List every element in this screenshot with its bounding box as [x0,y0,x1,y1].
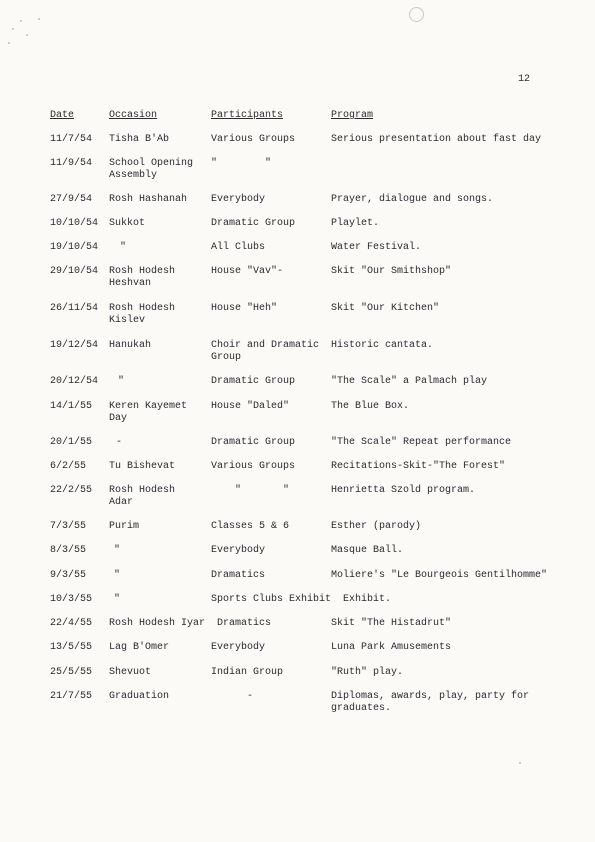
cell-program: Skit "Our Smithshop" [331,266,452,277]
cell-participants: Dramatic Group [211,376,296,387]
cell-program: Water Festival. [331,242,422,253]
cell-program: Diplomas, awards, play, party for graduates. [331,691,530,714]
cell-occasion: Sukkot [109,218,146,229]
cell-program: The Blue Box. [331,401,410,412]
cell-participants: " " [211,485,290,496]
cell-occasion: Purim [109,521,140,532]
cell-date: 26/11/54 [50,303,99,314]
cell-program: Henrietta Szold program. [331,485,476,496]
page-speck [38,18,40,20]
page-speck [8,42,10,44]
cell-occasion: " [120,242,127,253]
header-program: Program [331,110,374,121]
cell-participants: Various Groups [211,461,296,472]
cell-occasion: Graduation [109,691,170,702]
cell-date: 10/3/55 [50,594,93,605]
cell-occasion: Hanukah [109,340,152,351]
cell-date: 14/1/55 [50,401,93,412]
cell-occasion: " [114,545,121,556]
header-date: Date [50,110,75,121]
cell-participants: Everybody [211,642,266,653]
cell-date: 20/12/54 [50,376,99,387]
cell-participants: Sports Clubs Exhibit [211,594,332,605]
cell-occasion: Rosh Hodesh Kislev [109,303,176,326]
cell-date: 29/10/54 [50,266,99,277]
cell-occasion: Rosh Hodesh Adar [109,485,176,508]
cell-occasion: Keren Kayemet Day [109,401,188,424]
cell-date: 11/9/54 [50,158,93,169]
page-mark [409,7,424,22]
page-speck [519,762,521,764]
cell-occasion: " [114,594,121,605]
cell-participants: House "Vav"- [211,266,284,277]
header-occasion: Occasion [109,110,158,121]
cell-occasion: " [118,376,125,387]
cell-program: Moliere's "Le Bourgeois Gentilhomme" [331,570,548,581]
cell-program: "The Scale" a Palmach play [331,376,488,387]
cell-program: Esther (parody) [331,521,422,532]
cell-participants: Classes 5 & 6 [211,521,290,532]
cell-program: Historic cantata. [331,340,434,351]
cell-participants: House "Heh" [211,303,278,314]
cell-program: Skit "Our Kitchen" [331,303,440,314]
cell-occasion: Tu Bishevat [109,461,176,472]
cell-occasion: " [114,570,121,581]
cell-participants: Everybody [211,545,266,556]
cell-date: 7/3/55 [50,521,87,532]
cell-program: Playlet. [331,218,380,229]
cell-participants: Everybody [211,194,266,205]
cell-participants: Choir and Dramatic Group [211,340,320,363]
cell-participants: All Clubs [211,242,266,253]
cell-date: 27/9/54 [50,194,93,205]
cell-participants: - [211,691,254,702]
cell-participants: House "Daled" [211,401,290,412]
cell-occasion: School Opening Assembly [109,158,194,181]
page-speck [26,34,28,36]
cell-program: "The Scale" Repeat performance [331,437,512,448]
cell-date: 22/2/55 [50,485,93,496]
cell-date: 8/3/55 [50,545,87,556]
cell-date: 19/10/54 [50,242,99,253]
cell-participants: Various Groups [211,134,296,145]
page-speck [12,28,14,30]
cell-participants: Dramatic Group [211,218,296,229]
cell-occasion: Tisha B'Ab [109,134,170,145]
cell-date: 10/10/54 [50,218,99,229]
cell-program: Exhibit. [331,594,392,605]
cell-date: 20/1/55 [50,437,93,448]
cell-date: 9/3/55 [50,570,87,581]
cell-date: 6/2/55 [50,461,87,472]
cell-date: 21/7/55 [50,691,93,702]
cell-occasion: - [116,437,123,448]
cell-occasion: Rosh Hodesh Iyar [109,618,206,629]
page-number: 12 [518,74,531,85]
page-speck [20,20,22,22]
cell-date: 19/12/54 [50,340,99,351]
cell-date: 22/4/55 [50,618,93,629]
cell-date: 13/5/55 [50,642,93,653]
cell-participants: " " [211,158,272,169]
cell-participants: Dramatics [211,618,272,629]
cell-program: Luna Park Amusements [331,642,452,653]
cell-date: 11/7/54 [50,134,93,145]
cell-program: Serious presentation about fast day [331,134,542,145]
cell-program: Masque Ball. [331,545,404,556]
cell-program: Skit "The Histadrut" [331,618,452,629]
cell-occasion: Rosh Hodesh Heshvan [109,266,176,289]
cell-occasion: Lag B'Omer [109,642,170,653]
cell-program: "Ruth" play. [331,667,404,678]
cell-date: 25/5/55 [50,667,93,678]
cell-occasion: Shevuot [109,667,152,678]
cell-occasion: Rosh Hashanah [109,194,188,205]
cell-participants: Dramatics [211,570,266,581]
header-participants: Participants [211,110,284,121]
cell-program: Prayer, dialogue and songs. [331,194,494,205]
cell-participants: Dramatic Group [211,437,296,448]
cell-participants: Indian Group [211,667,284,678]
cell-program: Recitations-Skit-"The Forest" [331,461,506,472]
